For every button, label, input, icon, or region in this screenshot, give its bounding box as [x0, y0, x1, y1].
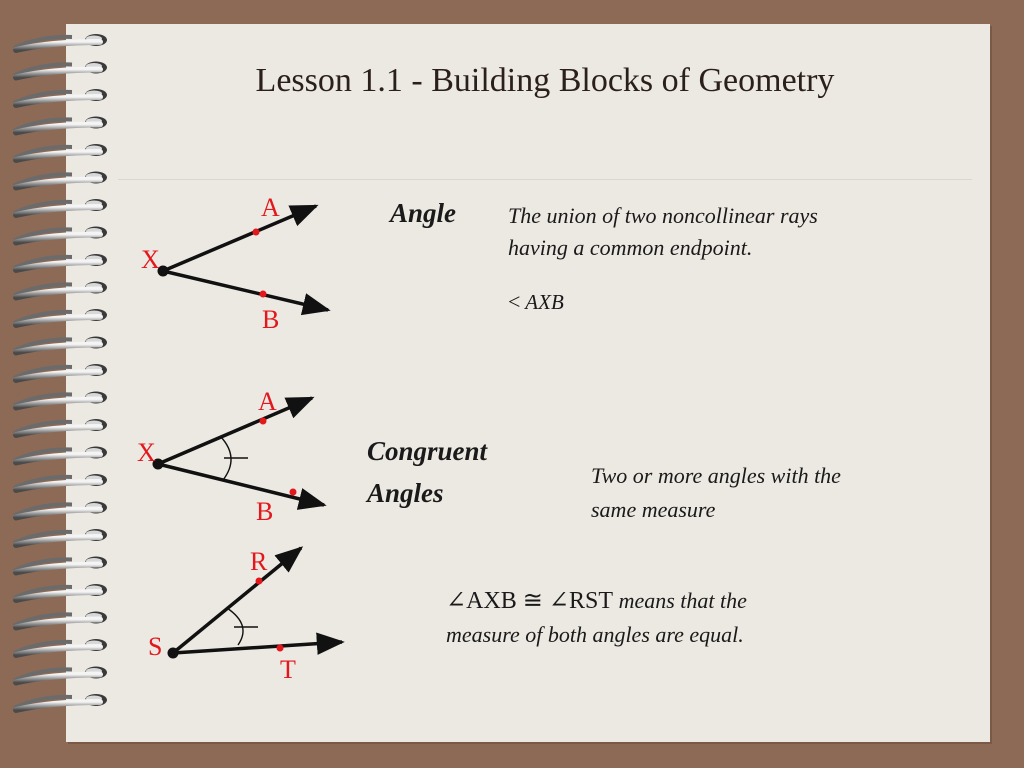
angle-axb-diagram — [141, 193, 328, 334]
vertex-point-s — [168, 648, 179, 659]
ray-xa — [163, 206, 316, 271]
congruent-symbol: ≅ — [522, 588, 543, 614]
label-t: T — [280, 655, 296, 684]
congruent-definition — [591, 459, 841, 527]
statement-lhs: ∠AXB — [446, 588, 517, 614]
label-r: R — [250, 547, 268, 576]
statement-rhs: ∠RST — [548, 588, 613, 614]
term-congruent-angles — [367, 430, 487, 514]
ray-xb — [163, 271, 328, 310]
point-b-2 — [290, 489, 297, 496]
point-a-2 — [260, 418, 267, 425]
congruence-statement — [446, 584, 747, 652]
angle-notation — [508, 286, 564, 318]
angle-notation-name: AXB — [525, 290, 564, 314]
statement-tail: means that the — [618, 588, 747, 613]
label-b-2: B — [256, 497, 274, 526]
term-congruent-line2: Angles — [367, 478, 444, 508]
label-x: X — [141, 245, 160, 274]
ray-sr — [173, 548, 301, 653]
congruent-definition-line1: Two or more angles with the — [591, 463, 841, 488]
angle-notation-symbol: < — [508, 289, 521, 314]
ray-xa-2 — [158, 398, 312, 464]
ray-xb-2 — [158, 464, 324, 505]
angle-rst-diagram — [148, 547, 342, 684]
congruence-statement-line2: measure of both angles are equal. — [446, 622, 744, 647]
label-s: S — [148, 632, 163, 661]
point-a — [253, 229, 260, 236]
term-angle: Angle — [390, 198, 457, 228]
point-b — [260, 291, 267, 298]
label-x-2: X — [137, 438, 156, 467]
page-title: Lesson 1.1 - Building Blocks of Geometry — [255, 62, 835, 99]
congruence-statement-line1 — [446, 584, 747, 618]
angle-definition — [508, 200, 818, 264]
label-a-2: A — [258, 387, 277, 416]
point-t — [277, 645, 284, 652]
point-r — [256, 578, 263, 585]
angle-definition-line1: The union of two noncollinear rays — [508, 203, 818, 228]
congruent-definition-line2: same measure — [591, 497, 716, 522]
ray-st — [173, 642, 342, 653]
label-a: A — [261, 193, 280, 222]
term-congruent-line1: Congruent — [367, 436, 488, 466]
angle-definition-line2: having a common endpoint. — [508, 235, 753, 260]
congruent-angle-axb-diagram — [137, 387, 324, 526]
label-b: B — [262, 305, 280, 334]
